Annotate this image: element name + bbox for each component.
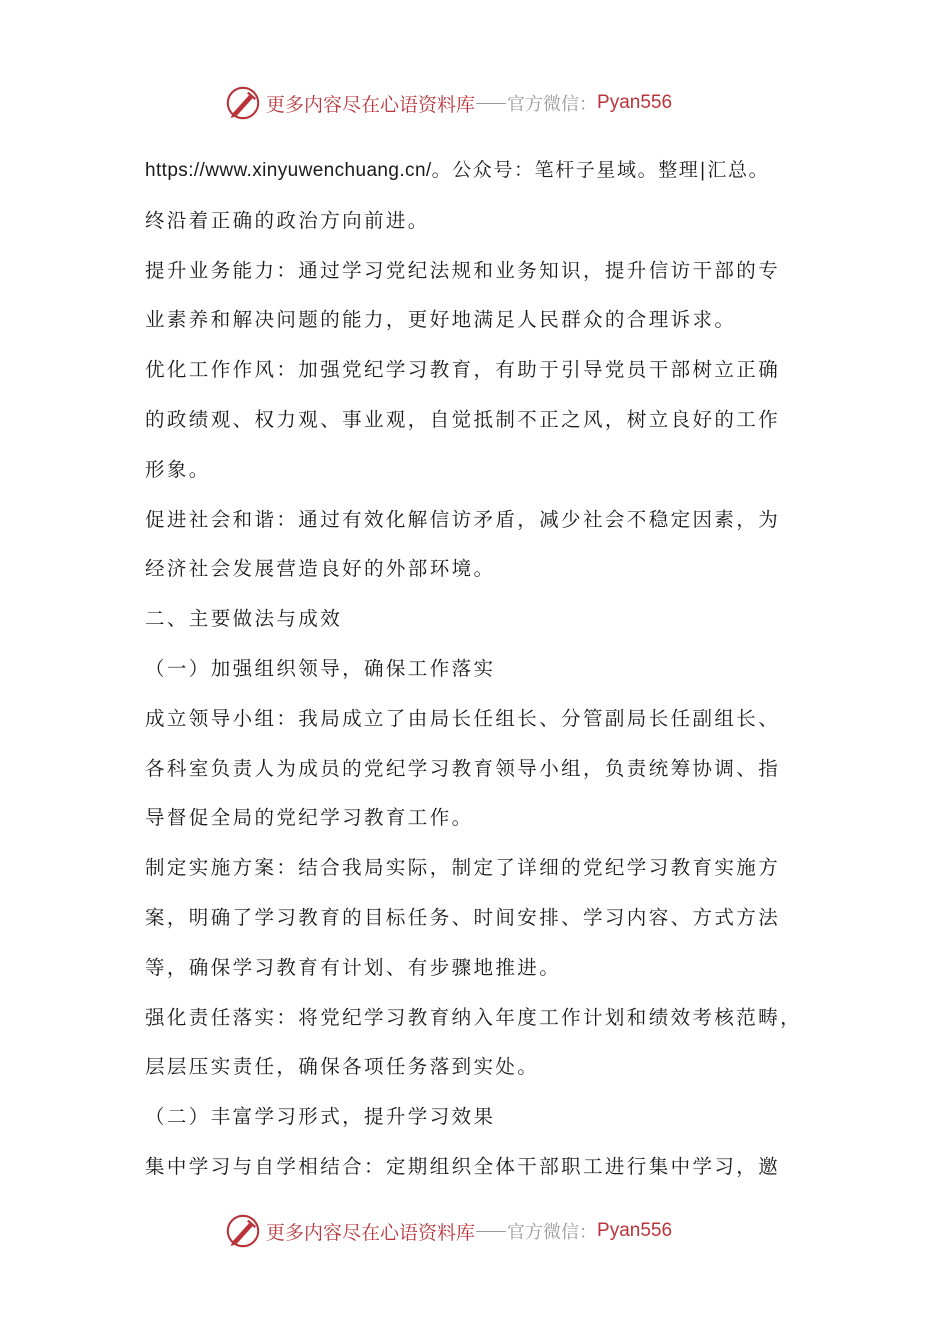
banner-dash (476, 103, 506, 104)
source-url: https://www.xinyuwenchuang.cn/ (145, 160, 432, 181)
banner-title: 更多内容尽在心语资料库 (266, 93, 476, 116)
text-line: 优化工作作风：加强党纪学习教育，有助于引导党员干部树立正确 (145, 358, 781, 382)
text-line: 强化责任落实：将党纪学习教育纳入年度工作计划和绩效考核范畴， (145, 1005, 803, 1029)
text-line: 层层压实责任，确保各项任务落到实处。 (145, 1055, 540, 1079)
pen-logo-icon (224, 84, 262, 122)
text-line: 案，明确了学习教育的目标任务、时间安排、学习内容、方式方法 (145, 905, 781, 929)
subsection-heading: （一）加强组织领导，确保工作落实 (145, 656, 496, 680)
banner-subtitle: 官方微信： (507, 94, 598, 115)
source-line (145, 146, 825, 196)
header-watermark-banner (224, 83, 672, 123)
banner-dash (476, 1231, 506, 1232)
pen-logo-icon (224, 1212, 262, 1250)
text-line: 集中学习与自学相结合：定期组织全体干部职工进行集中学习，邀 (145, 1154, 781, 1178)
text-line: 促进社会和谐：通过有效化解信访矛盾，减少社会不稳定因素，为 (145, 507, 781, 531)
text-line: 等，确保学习教育有计划、有步骤地推进。 (145, 955, 562, 979)
text-line: 终沿着正确的政治方向前进。 (145, 208, 430, 232)
text-line: 形象。 (145, 457, 211, 481)
text-line: 成立领导小组：我局成立了由局长任组长、分管副局长任副组长、 (145, 706, 781, 730)
subsection-heading: （二）丰富学习形式，提升学习效果 (145, 1105, 496, 1129)
source-note: 。公众号：笔杆子星域。整理|汇总。 (431, 159, 770, 181)
text-line: 各科室负责人为成员的党纪学习教育领导小组，负责统筹协调、指 (145, 756, 781, 780)
text-line: 的政绩观、权力观、事业观，自觉抵制不正之风，树立良好的工作 (145, 407, 781, 431)
banner-title: 更多内容尽在心语资料库 (266, 1221, 476, 1244)
banner-handle: Pyan556 (597, 92, 673, 113)
text-line: 提升业务能力：通过学习党纪法规和业务知识，提升信访干部的专 (145, 258, 781, 282)
banner-subtitle: 官方微信： (507, 1222, 598, 1243)
text-line: 经济社会发展营造良好的外部环境。 (145, 557, 496, 581)
text-line: 制定实施方案：结合我局实际，制定了详细的党纪学习教育实施方 (145, 856, 781, 880)
footer-watermark-banner (224, 1211, 672, 1251)
banner-handle: Pyan556 (597, 1220, 673, 1241)
document-body (145, 146, 825, 1192)
section-heading: 二、主要做法与成效 (145, 607, 343, 631)
text-line: 导督促全局的党纪学习教育工作。 (145, 806, 474, 830)
text-line: 业素养和解决问题的能力，更好地满足人民群众的合理诉求。 (145, 308, 737, 332)
